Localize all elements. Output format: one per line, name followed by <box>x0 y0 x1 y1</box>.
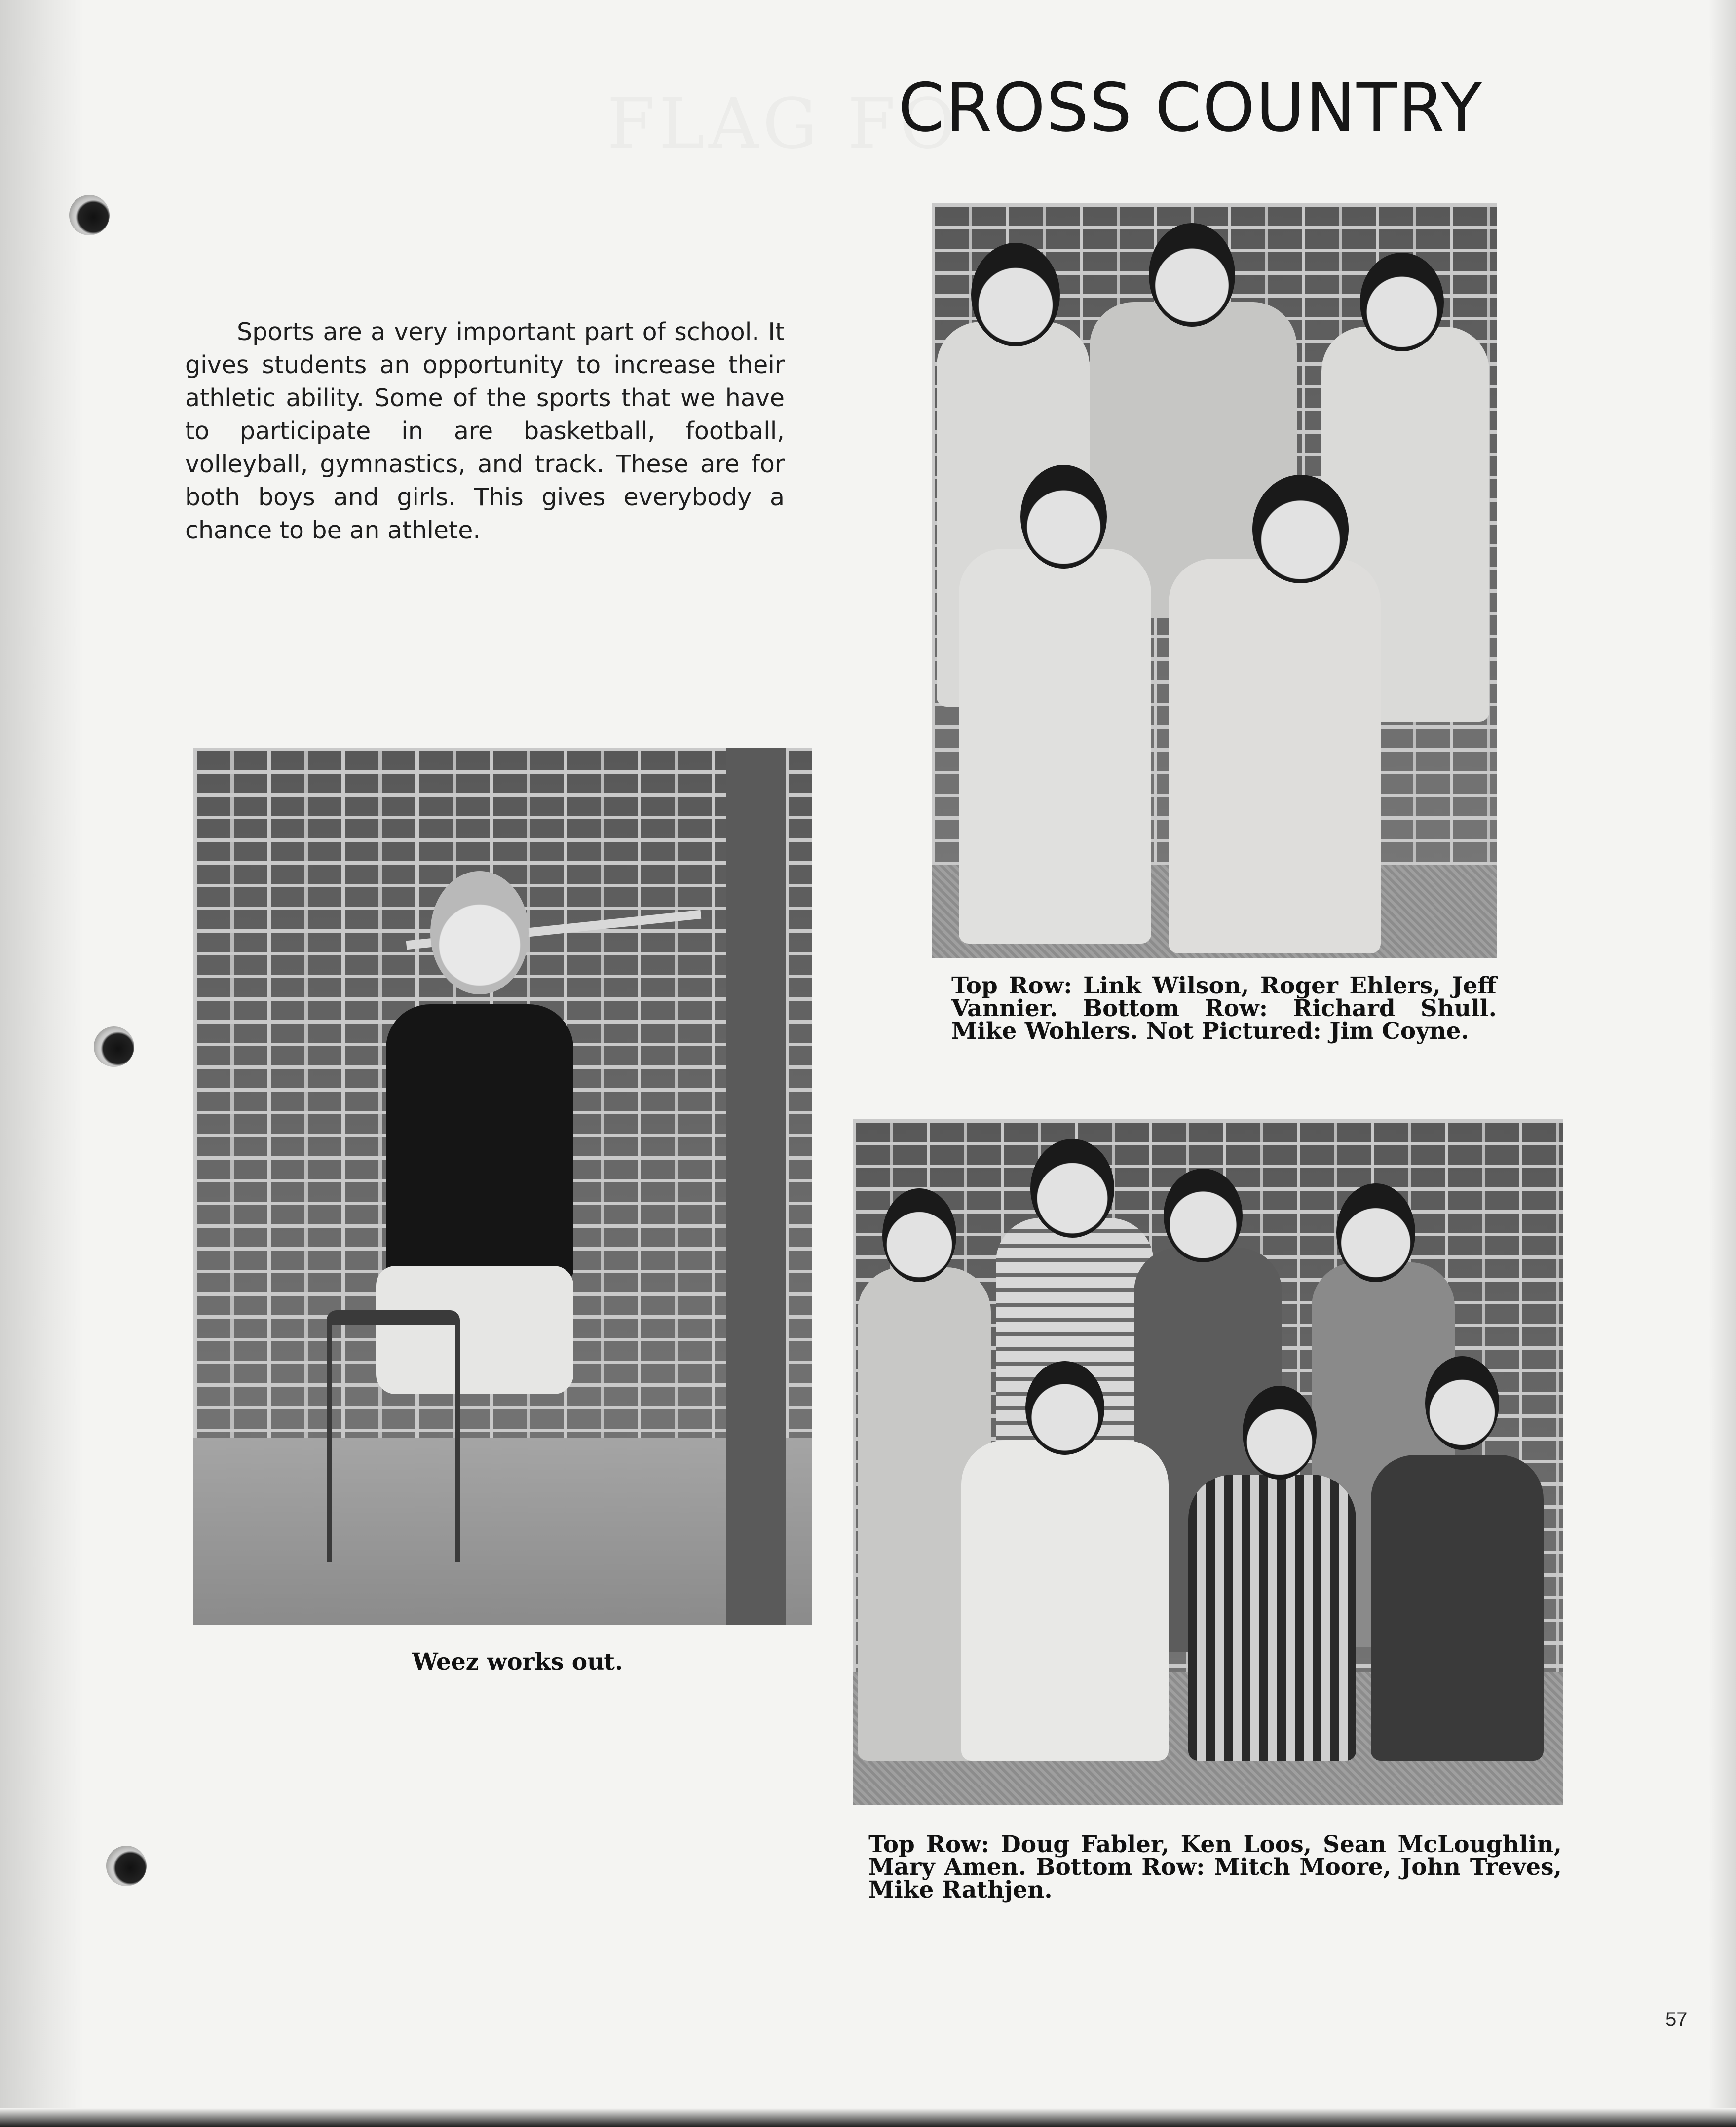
weez-photo <box>193 748 812 1625</box>
intro-paragraph: Sports are a very important part of school. It gives students an opportunity to increase their athletic ability. Some of the sports that we have to participate in are basketball, football, volleyball, gymnastics, and track. These are for both boys and girls. This gives everybody a chance to be an athlete. <box>185 318 785 544</box>
binding-shadow <box>0 0 84 2127</box>
page-number: 57 <box>1665 2009 1688 2030</box>
person <box>961 1440 1169 1761</box>
gym-post <box>726 748 786 1625</box>
person-head <box>1164 1169 1243 1262</box>
person <box>959 549 1151 944</box>
person-head <box>1252 475 1349 583</box>
person-head <box>1025 1361 1104 1455</box>
person-weez <box>386 1004 573 1281</box>
caption-team-bottom: Top Row: Doug Fabler, Ken Loos, Sean McLoughlin, Mary Amen. Bottom Row: Mitch Moore, John Treves, Mike Rathjen. <box>868 1831 1562 1903</box>
team-photo-top <box>932 203 1497 958</box>
person <box>1188 1475 1356 1761</box>
stool <box>327 1310 460 1562</box>
person-head <box>1149 223 1235 327</box>
punch-hole-top <box>69 195 110 235</box>
caption-weez: Weez works out. <box>412 1648 623 1675</box>
person-head <box>882 1188 956 1282</box>
bleed-through-text: FLAG FO <box>607 84 960 164</box>
person <box>1371 1455 1544 1761</box>
page-right-edge <box>1709 0 1736 2127</box>
punch-hole-middle <box>94 1026 134 1067</box>
person-head <box>1030 1139 1114 1238</box>
person <box>1169 559 1381 953</box>
person-head <box>1020 465 1107 569</box>
person-head <box>1360 253 1444 351</box>
page-bottom-edge <box>0 2108 1736 2127</box>
page-title: CROSS COUNTRY <box>898 69 1483 147</box>
caption-team-top: Top Row: Link Wilson, Roger Ehlers, Jeff Vannier. Bottom Row: Richard Shull. Mike Wohlers. Not Pictured: Jim Coyne. <box>951 972 1497 1045</box>
punch-hole-bottom <box>106 1846 147 1886</box>
person-head <box>1336 1183 1415 1282</box>
team-photo-bottom <box>853 1119 1563 1805</box>
person-head <box>971 243 1060 346</box>
person-head <box>1243 1386 1317 1480</box>
person-head <box>1425 1356 1499 1450</box>
person-head <box>430 871 529 994</box>
